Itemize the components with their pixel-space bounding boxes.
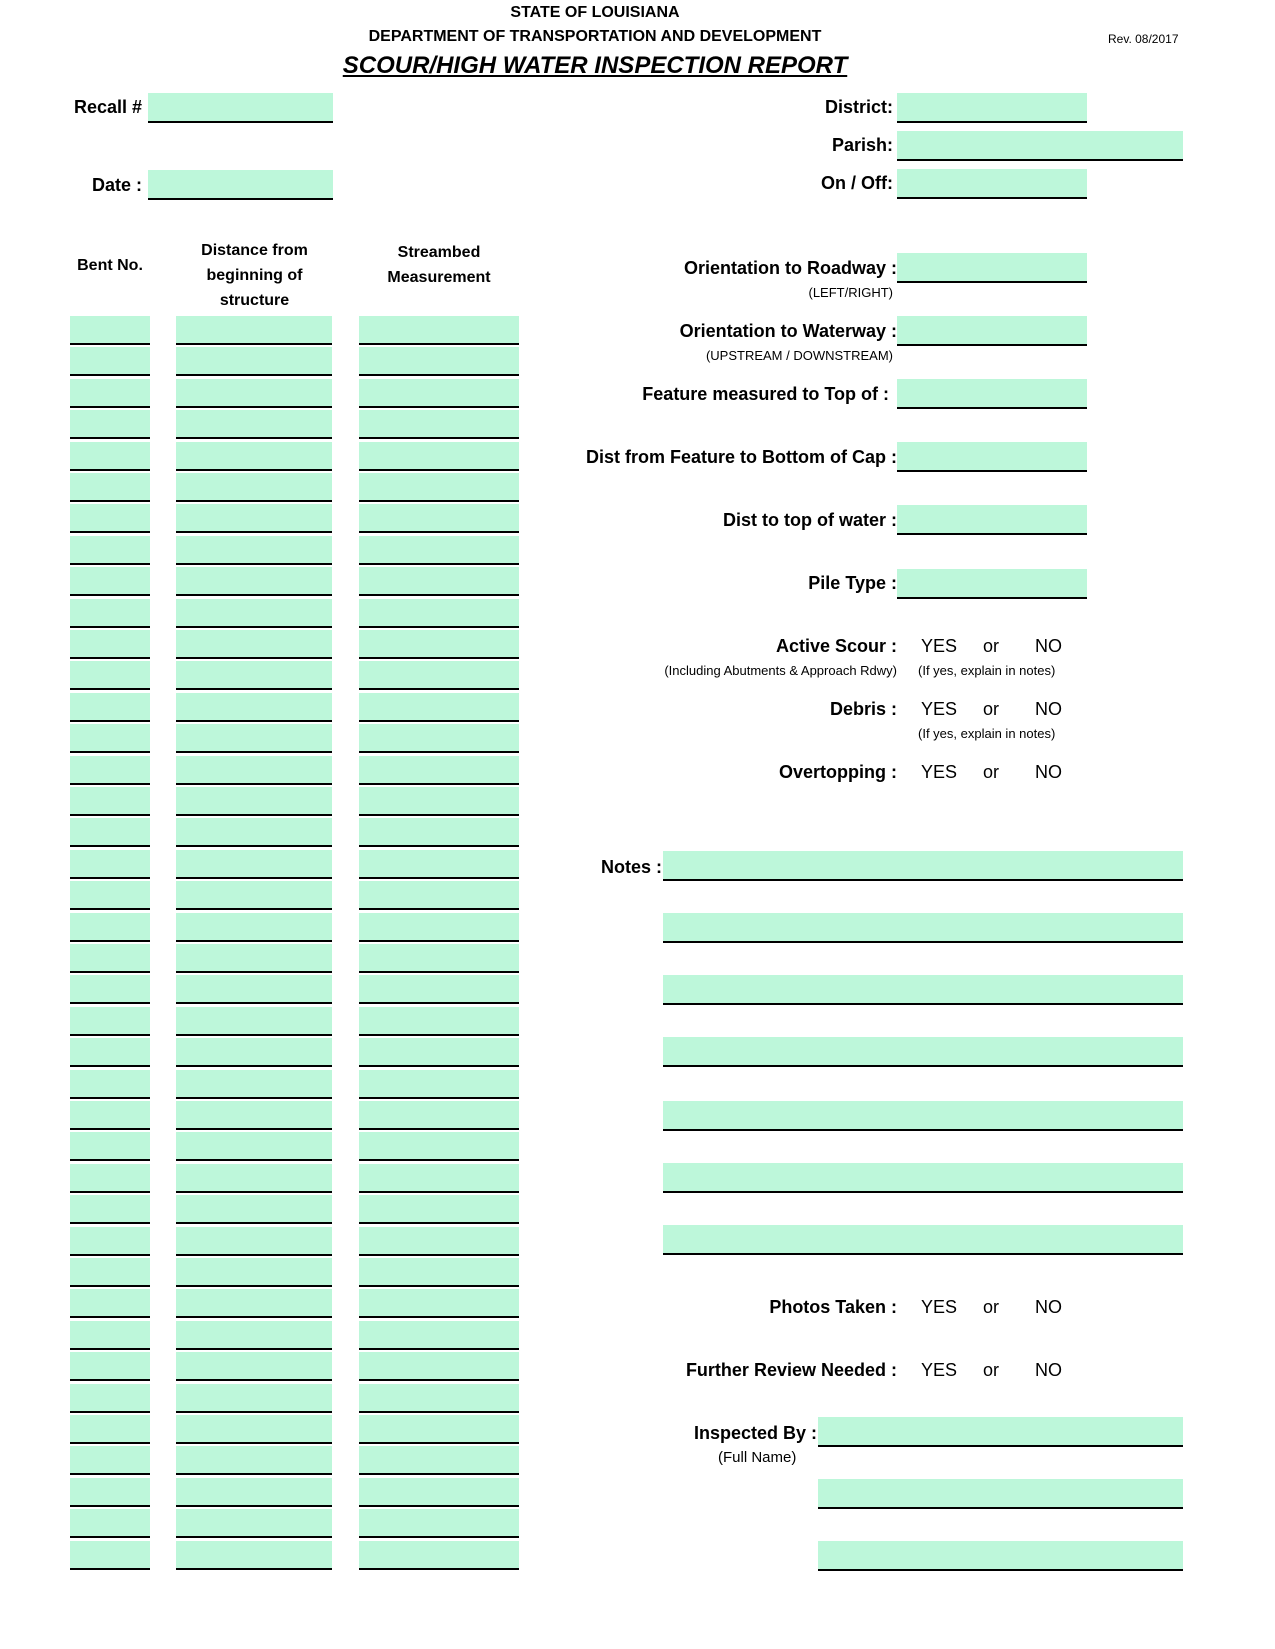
bent-no-cell[interactable]: [70, 1289, 150, 1318]
distance-cell[interactable]: [176, 379, 332, 408]
bent-no-cell[interactable]: [70, 473, 150, 502]
distance-cell[interactable]: [176, 818, 332, 847]
bent-no-cell[interactable]: [70, 410, 150, 439]
bent-no-cell[interactable]: [70, 1446, 150, 1475]
overtopping-no[interactable]: NO: [1035, 762, 1062, 782]
streambed-cell[interactable]: [359, 1258, 519, 1287]
bent-no-header: Bent No.: [77, 257, 143, 274]
photos-taken-label: Photos Taken :: [769, 1297, 897, 1317]
distance-cell[interactable]: [176, 1289, 332, 1318]
revision-label: Rev. 08/2017: [1108, 32, 1179, 46]
distance-cell[interactable]: [176, 504, 332, 533]
bent-no-cell[interactable]: [70, 975, 150, 1004]
distance-cell[interactable]: [176, 913, 332, 942]
bent-no-cell[interactable]: [70, 944, 150, 973]
streambed-cell[interactable]: [359, 410, 519, 439]
streambed-cell[interactable]: [359, 1227, 519, 1256]
active-scour-yes[interactable]: YES: [921, 636, 958, 656]
distance-cell[interactable]: [176, 1164, 332, 1193]
bent-no-cell[interactable]: [70, 756, 150, 785]
distance-cell[interactable]: [176, 1132, 332, 1161]
dist-water-label: Dist to top of water :: [723, 510, 897, 530]
distance-cell[interactable]: [176, 630, 332, 659]
date-input[interactable]: [148, 170, 333, 200]
distance-cell[interactable]: [176, 567, 332, 596]
distance-cell[interactable]: [176, 1195, 332, 1224]
bent-no-cell[interactable]: [70, 1227, 150, 1256]
streambed-cell[interactable]: [359, 316, 519, 345]
streambed-header: Streambed Measurement: [387, 244, 491, 286]
active-scour-or: or: [983, 636, 1000, 656]
distance-cell[interactable]: [176, 536, 332, 565]
active-scour-no[interactable]: NO: [1035, 636, 1062, 656]
distance-cell[interactable]: [176, 1101, 332, 1130]
notes-line[interactable]: [663, 913, 1183, 943]
streambed-cell[interactable]: [359, 1164, 519, 1193]
streambed-cell[interactable]: [359, 1384, 519, 1413]
notes-line[interactable]: [663, 1225, 1183, 1255]
distance-cell[interactable]: [176, 693, 332, 722]
bent-no-cell[interactable]: [70, 1541, 150, 1570]
streambed-cell[interactable]: [359, 1101, 519, 1130]
streambed-cell[interactable]: [359, 756, 519, 785]
streambed-cell[interactable]: [359, 693, 519, 722]
streambed-cell[interactable]: [359, 1321, 519, 1350]
distance-header: Distance from beginning of structure: [201, 242, 308, 309]
debris-note: (If yes, explain in notes): [918, 726, 1056, 741]
date-label: Date :: [91, 175, 142, 195]
bent-no-cell[interactable]: [70, 818, 150, 847]
inspected-by-label: Inspected By :: [693, 1423, 817, 1443]
bent-no-cell[interactable]: [70, 347, 150, 376]
streambed-cell[interactable]: [359, 850, 519, 879]
distance-cell[interactable]: [176, 316, 332, 345]
parish-input[interactable]: [897, 131, 1183, 161]
distance-cell[interactable]: [176, 975, 332, 1004]
bent-no-cell[interactable]: [70, 1195, 150, 1224]
bent-no-cell[interactable]: [70, 1070, 150, 1099]
bent-no-cell[interactable]: [70, 1509, 150, 1538]
bent-no-cell[interactable]: [70, 913, 150, 942]
active-scour-hint: (Including Abutments & Approach Rdwy): [664, 663, 897, 678]
distance-cell[interactable]: [176, 442, 332, 471]
streambed-cell[interactable]: [359, 1007, 519, 1036]
streambed-cell[interactable]: [359, 630, 519, 659]
debris-yes[interactable]: YES: [921, 699, 958, 719]
active-scour-label: Active Scour :: [775, 636, 897, 656]
streambed-cell[interactable]: [359, 536, 519, 565]
on-off-label: On / Off:: [821, 173, 893, 193]
bent-no-cell[interactable]: [70, 442, 150, 471]
further-review-or: or: [983, 1360, 1000, 1380]
photos-taken-or: or: [983, 1297, 1000, 1317]
distance-cell[interactable]: [176, 1038, 332, 1067]
bent-no-cell[interactable]: [70, 379, 150, 408]
bent-no-cell[interactable]: [70, 1101, 150, 1130]
distance-cell[interactable]: [176, 410, 332, 439]
inspected-by-line[interactable]: [818, 1417, 1183, 1447]
district-input[interactable]: [897, 93, 1087, 123]
overtopping-label: Overtopping :: [779, 762, 897, 782]
distance-cell[interactable]: [176, 850, 332, 879]
further-review-no[interactable]: NO: [1035, 1360, 1062, 1380]
notes-line[interactable]: [663, 1037, 1183, 1067]
streambed-cell[interactable]: [359, 1478, 519, 1507]
streambed-cell[interactable]: [359, 975, 519, 1004]
streambed-cell[interactable]: [359, 1038, 519, 1067]
streambed-cell[interactable]: [359, 1415, 519, 1444]
photos-taken-yes[interactable]: YES: [921, 1297, 958, 1317]
streambed-cell[interactable]: [359, 818, 519, 847]
streambed-cell[interactable]: [359, 379, 519, 408]
recall-label: Recall #: [73, 97, 142, 117]
recall-input[interactable]: [148, 93, 333, 123]
distance-cell[interactable]: [176, 787, 332, 816]
streambed-cell[interactable]: [359, 1446, 519, 1475]
feature-measured-input[interactable]: [897, 379, 1087, 409]
notes-line[interactable]: [663, 975, 1183, 1005]
inspected-by-hint: (Full Name): [718, 1449, 797, 1466]
bent-no-cell[interactable]: [70, 599, 150, 628]
bent-no-cell[interactable]: [70, 881, 150, 910]
state-heading: STATE OF LOUISIANA: [510, 4, 680, 21]
inspected-by-line[interactable]: [818, 1479, 1183, 1509]
streambed-cell[interactable]: [359, 1132, 519, 1161]
streambed-cell[interactable]: [359, 1352, 519, 1381]
notes-label: Notes :: [600, 857, 662, 877]
distance-cell[interactable]: [176, 473, 332, 502]
dist-water-input[interactable]: [897, 505, 1087, 535]
orientation-waterway-label: Orientation to Waterway :: [679, 321, 897, 341]
distance-cell[interactable]: [176, 1509, 332, 1538]
bent-no-cell[interactable]: [70, 661, 150, 690]
report-title: SCOUR/HIGH WATER INSPECTION REPORT: [342, 52, 848, 79]
active-scour-note: (If yes, explain in notes): [918, 663, 1056, 678]
pile-type-input[interactable]: [897, 569, 1087, 599]
feature-measured-label: Feature measured to Top of :: [642, 384, 889, 404]
bent-no-cell[interactable]: [70, 1352, 150, 1381]
orientation-waterway-hint: (UPSTREAM / DOWNSTREAM): [705, 348, 893, 363]
debris-label: Debris :: [829, 699, 897, 719]
further-review-label: Further Review Needed :: [685, 1360, 897, 1380]
bent-no-cell[interactable]: [70, 1478, 150, 1507]
dist-cap-input[interactable]: [897, 442, 1087, 472]
streambed-cell[interactable]: [359, 661, 519, 690]
streambed-cell[interactable]: [359, 347, 519, 376]
overtopping-yes[interactable]: YES: [921, 762, 958, 782]
streambed-cell[interactable]: [359, 504, 519, 533]
distance-cell[interactable]: [176, 1007, 332, 1036]
notes-line[interactable]: [663, 1163, 1183, 1193]
bent-no-cell[interactable]: [70, 567, 150, 596]
streambed-cell[interactable]: [359, 1509, 519, 1538]
streambed-cell[interactable]: [359, 567, 519, 596]
photos-taken-no[interactable]: NO: [1035, 1297, 1062, 1317]
debris-or: or: [983, 699, 1000, 719]
notes-line[interactable]: [663, 851, 1183, 881]
streambed-cell[interactable]: [359, 473, 519, 502]
streambed-cell[interactable]: [359, 1289, 519, 1318]
streambed-cell[interactable]: [359, 1070, 519, 1099]
streambed-cell[interactable]: [359, 913, 519, 942]
department-heading: DEPARTMENT OF TRANSPORTATION AND DEVELOPMENT: [368, 28, 822, 45]
streambed-cell[interactable]: [359, 787, 519, 816]
streambed-cell[interactable]: [359, 442, 519, 471]
bent-no-cell[interactable]: [70, 1132, 150, 1161]
streambed-cell[interactable]: [359, 1195, 519, 1224]
distance-cell[interactable]: [176, 724, 332, 753]
orientation-roadway-hint: (LEFT/RIGHT): [808, 285, 893, 300]
parish-label: Parish:: [831, 135, 893, 155]
bent-no-cell[interactable]: [70, 1415, 150, 1444]
distance-cell[interactable]: [176, 1415, 332, 1444]
distance-cell[interactable]: [176, 347, 332, 376]
distance-cell[interactable]: [176, 1541, 332, 1570]
debris-no[interactable]: NO: [1035, 699, 1062, 719]
distance-cell[interactable]: [176, 1384, 332, 1413]
streambed-cell[interactable]: [359, 599, 519, 628]
bent-no-cell[interactable]: [70, 1321, 150, 1350]
bent-no-cell[interactable]: [70, 724, 150, 753]
bent-no-cell[interactable]: [70, 1258, 150, 1287]
distance-cell[interactable]: [176, 944, 332, 973]
distance-cell[interactable]: [176, 599, 332, 628]
overtopping-or: or: [983, 762, 1000, 782]
inspected-by-line[interactable]: [818, 1541, 1183, 1571]
orientation-roadway-label: Orientation to Roadway :: [683, 258, 897, 278]
orientation-waterway-input[interactable]: [897, 316, 1087, 346]
streambed-cell[interactable]: [359, 881, 519, 910]
pile-type-label: Pile Type :: [808, 573, 897, 593]
distance-cell[interactable]: [176, 1446, 332, 1475]
distance-cell[interactable]: [176, 1352, 332, 1381]
streambed-cell[interactable]: [359, 1541, 519, 1570]
distance-cell[interactable]: [176, 1070, 332, 1099]
streambed-cell[interactable]: [359, 724, 519, 753]
bent-no-cell[interactable]: [70, 1384, 150, 1413]
on-off-input[interactable]: [897, 169, 1087, 199]
bent-no-cell[interactable]: [70, 316, 150, 345]
bent-no-cell[interactable]: [70, 850, 150, 879]
distance-cell[interactable]: [176, 1258, 332, 1287]
bent-no-cell[interactable]: [70, 1038, 150, 1067]
bent-no-cell[interactable]: [70, 787, 150, 816]
bent-no-cell[interactable]: [70, 630, 150, 659]
dist-cap-label: Dist from Feature to Bottom of Cap :: [586, 447, 897, 467]
district-label: District:: [824, 97, 893, 117]
distance-cell[interactable]: [176, 756, 332, 785]
bent-no-cell[interactable]: [70, 1164, 150, 1193]
streambed-cell[interactable]: [359, 944, 519, 973]
distance-cell[interactable]: [176, 1321, 332, 1350]
distance-cell[interactable]: [176, 661, 332, 690]
distance-cell[interactable]: [176, 1227, 332, 1256]
bent-no-cell[interactable]: [70, 504, 150, 533]
bent-no-cell[interactable]: [70, 1007, 150, 1036]
bent-no-cell[interactable]: [70, 536, 150, 565]
orientation-roadway-input[interactable]: [897, 253, 1087, 283]
further-review-yes[interactable]: YES: [921, 1360, 958, 1380]
distance-cell[interactable]: [176, 881, 332, 910]
distance-cell[interactable]: [176, 1478, 332, 1507]
bent-no-cell[interactable]: [70, 693, 150, 722]
notes-line[interactable]: [663, 1101, 1183, 1131]
